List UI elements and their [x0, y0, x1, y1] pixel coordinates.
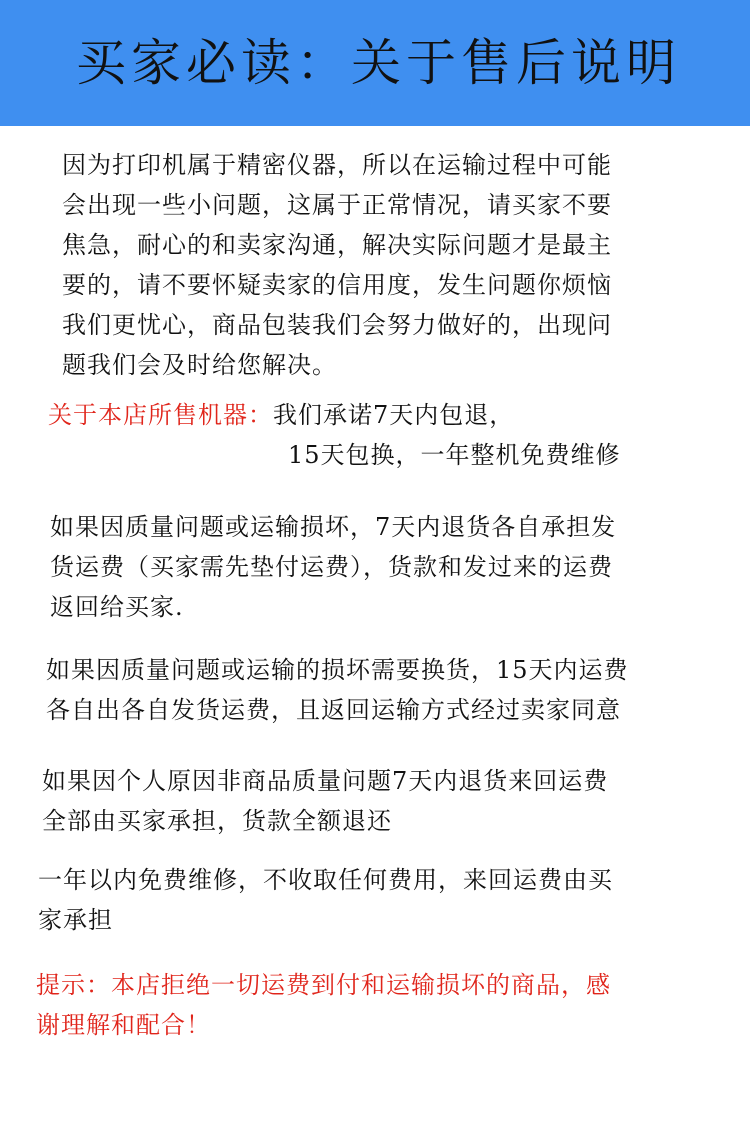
- policy-line: 如果因个人原因非商品质量问题7天内退货来回运费: [42, 767, 609, 795]
- policy-paragraph: [50, 507, 616, 627]
- intro-line: 我们更忧心，商品包装我们会努力做好的，出现问: [62, 311, 612, 339]
- policy-line: 各自出各自发货运费，且返回运输方式经过卖家同意: [46, 696, 621, 724]
- policy-line: 一年以内免费维修，不收取任何费用，来回运费由买: [38, 866, 613, 894]
- policy-paragraph: [42, 761, 608, 841]
- intro-line: 会出现一些小问题，这属于正常情况，请买家不要: [62, 191, 612, 219]
- intro-line: 题我们会及时给您解决。: [62, 351, 337, 379]
- intro-line: 焦急，耐心的和卖家沟通，解决实际问题才是最主: [62, 231, 612, 259]
- policy-line: 家承担: [38, 906, 113, 934]
- policy-line: 全部由买家承担，货款全额退还: [42, 807, 392, 835]
- guarantee-label: 关于本店所售机器：: [48, 401, 273, 429]
- notice-line: 提示：本店拒绝一切运费到付和运输损坏的商品，感: [36, 971, 611, 999]
- guarantee-text-1: 我们承诺7天内包退，: [273, 401, 515, 429]
- intro-line: 要的，请不要怀疑卖家的信用度，发生问题你烦恼: [62, 271, 612, 299]
- policy-paragraph: [38, 860, 613, 940]
- guarantee-text-2: 15天包换，一年整机免费维修: [288, 441, 621, 469]
- policy-line: 返回给买家.: [50, 593, 184, 621]
- guarantee-section: [48, 395, 621, 475]
- policy-line: 如果因质量问题或运输损坏，7天内退货各自承担发: [50, 513, 617, 541]
- guarantee-line-1: [48, 395, 621, 435]
- policy-line: 货运费（买家需先垫付运费），货款和发过来的运费: [50, 553, 613, 581]
- policy-paragraph: [46, 650, 629, 730]
- notice-line: 谢理解和配合！: [36, 1011, 211, 1039]
- header-banner: [0, 0, 750, 126]
- intro-paragraph: [62, 145, 612, 385]
- guarantee-line-2: [48, 435, 621, 475]
- page-title: 买家必读：关于售后说明: [76, 34, 681, 92]
- policy-line: 如果因质量问题或运输的损坏需要换货，15天内运费: [46, 656, 629, 684]
- intro-line: 因为打印机属于精密仪器，所以在运输过程中可能: [62, 151, 612, 179]
- notice-paragraph: [36, 965, 611, 1045]
